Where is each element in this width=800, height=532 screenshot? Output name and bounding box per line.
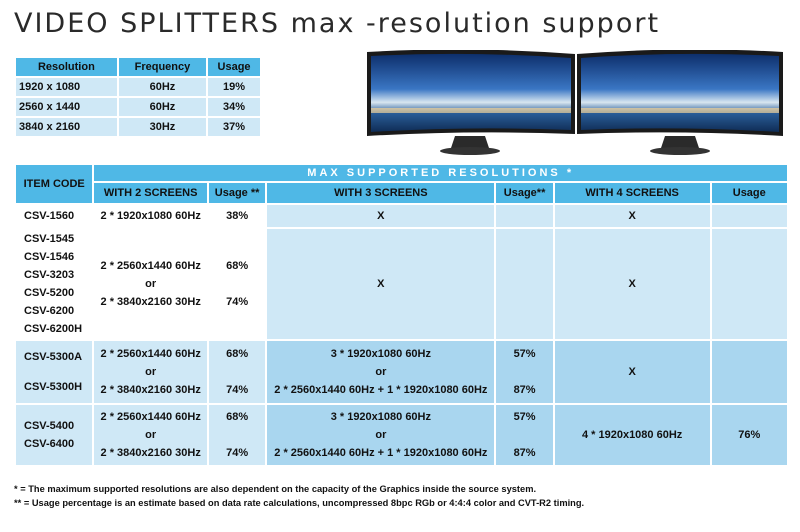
resolution-support-table: [14, 163, 789, 467]
item-code-cell: CSV-1545 CSV-1546 CSV-3203 CSV-5200 CSV-6200 CSV-6200H: [16, 229, 92, 339]
table-row: [16, 98, 260, 116]
footnote-2: ** = Usage percentage is an estimate based on data rate calculations, uncompressed 8bpc RGb or 4:4:4 color and CVT-R2 timing.: [14, 498, 585, 508]
four-screens-cell: X: [555, 205, 710, 227]
freq-cell: 30Hz: [119, 118, 206, 136]
freq-cell: 34%: [208, 98, 260, 116]
three-screens-cell: 3 * 1920x1080 60Hz or 2 * 2560x1440 60Hz + 1 * 1920x1080 60Hz: [267, 341, 494, 403]
item-code-cell: CSV-1560: [16, 205, 92, 227]
freq-header-frequency: Frequency: [119, 58, 206, 76]
page-title: VIDEO SPLITTERS max -resolution support: [14, 8, 661, 39]
table-row: [16, 405, 787, 465]
two-screens-cell: 2 * 2560x1440 60Hz or 2 * 3840x2160 30Hz: [94, 341, 207, 403]
header-3-screens: WITH 3 SCREENS: [267, 183, 494, 203]
freq-cell: 2560 x 1440: [16, 98, 117, 116]
header-2-screens: WITH 2 SCREENS: [94, 183, 207, 203]
usage-2-cell: 68% 74%: [209, 229, 265, 339]
freq-cell: 60Hz: [119, 98, 206, 116]
item-code-cell: CSV-5300A CSV-5300H: [16, 341, 92, 403]
right-monitor: [577, 50, 783, 155]
table-row: [16, 78, 260, 96]
freq-cell: 60Hz: [119, 78, 206, 96]
item-code-cell: CSV-5400 CSV-6400: [16, 405, 92, 465]
header-4-screens: WITH 4 SCREENS: [555, 183, 710, 203]
header-max-supported: MAX SUPPORTED RESOLUTIONS *: [94, 165, 787, 181]
footnotes: [14, 482, 584, 510]
table-row: [16, 205, 787, 227]
three-screens-cell: X: [267, 229, 494, 339]
header-usage-3: Usage**: [496, 183, 552, 203]
usage-4-cell: [712, 205, 787, 227]
freq-header-usage: Usage: [208, 58, 260, 76]
table-row: [16, 229, 787, 339]
two-screens-cell: 2 * 2560x1440 60Hz or 2 * 3840x2160 30Hz: [94, 405, 207, 465]
table-row: [16, 118, 260, 136]
four-screens-cell: X: [555, 229, 710, 339]
usage-2-cell: 68% 74%: [209, 405, 265, 465]
usage-4-cell: [712, 341, 787, 403]
usage-4-cell: 76%: [712, 405, 787, 465]
usage-4-cell: [712, 229, 787, 339]
usage-3-cell: [496, 229, 552, 339]
table-row: [16, 341, 787, 403]
usage-3-cell: 57% 87%: [496, 341, 552, 403]
footnote-1: * = The maximum supported resolutions are also dependent on the capacity of the Graphics inside the source system.: [14, 484, 537, 494]
four-screens-cell: 4 * 1920x1080 60Hz: [555, 405, 710, 465]
usage-3-cell: [496, 205, 552, 227]
dual-monitor-image: [365, 50, 785, 158]
two-screens-cell: 2 * 1920x1080 60Hz: [94, 205, 207, 227]
left-monitor: [367, 50, 575, 155]
usage-2-cell: 38%: [209, 205, 265, 227]
two-screens-cell: 2 * 2560x1440 60Hz or 2 * 3840x2160 30Hz: [94, 229, 207, 339]
header-usage-2: Usage **: [209, 183, 265, 203]
freq-cell: 1920 x 1080: [16, 78, 117, 96]
header-item-code: ITEM CODE: [16, 165, 92, 203]
frequency-table: [14, 56, 262, 138]
three-screens-cell: X: [267, 205, 494, 227]
usage-3-cell: 57% 87%: [496, 405, 552, 465]
header-usage-4: Usage: [712, 183, 787, 203]
freq-cell: 37%: [208, 118, 260, 136]
freq-cell: 3840 x 2160: [16, 118, 117, 136]
four-screens-cell: X: [555, 341, 710, 403]
three-screens-cell: 3 * 1920x1080 60Hz or 2 * 2560x1440 60Hz + 1 * 1920x1080 60Hz: [267, 405, 494, 465]
freq-header-resolution: Resolution: [16, 58, 117, 76]
freq-cell: 19%: [208, 78, 260, 96]
usage-2-cell: 68% 74%: [209, 341, 265, 403]
